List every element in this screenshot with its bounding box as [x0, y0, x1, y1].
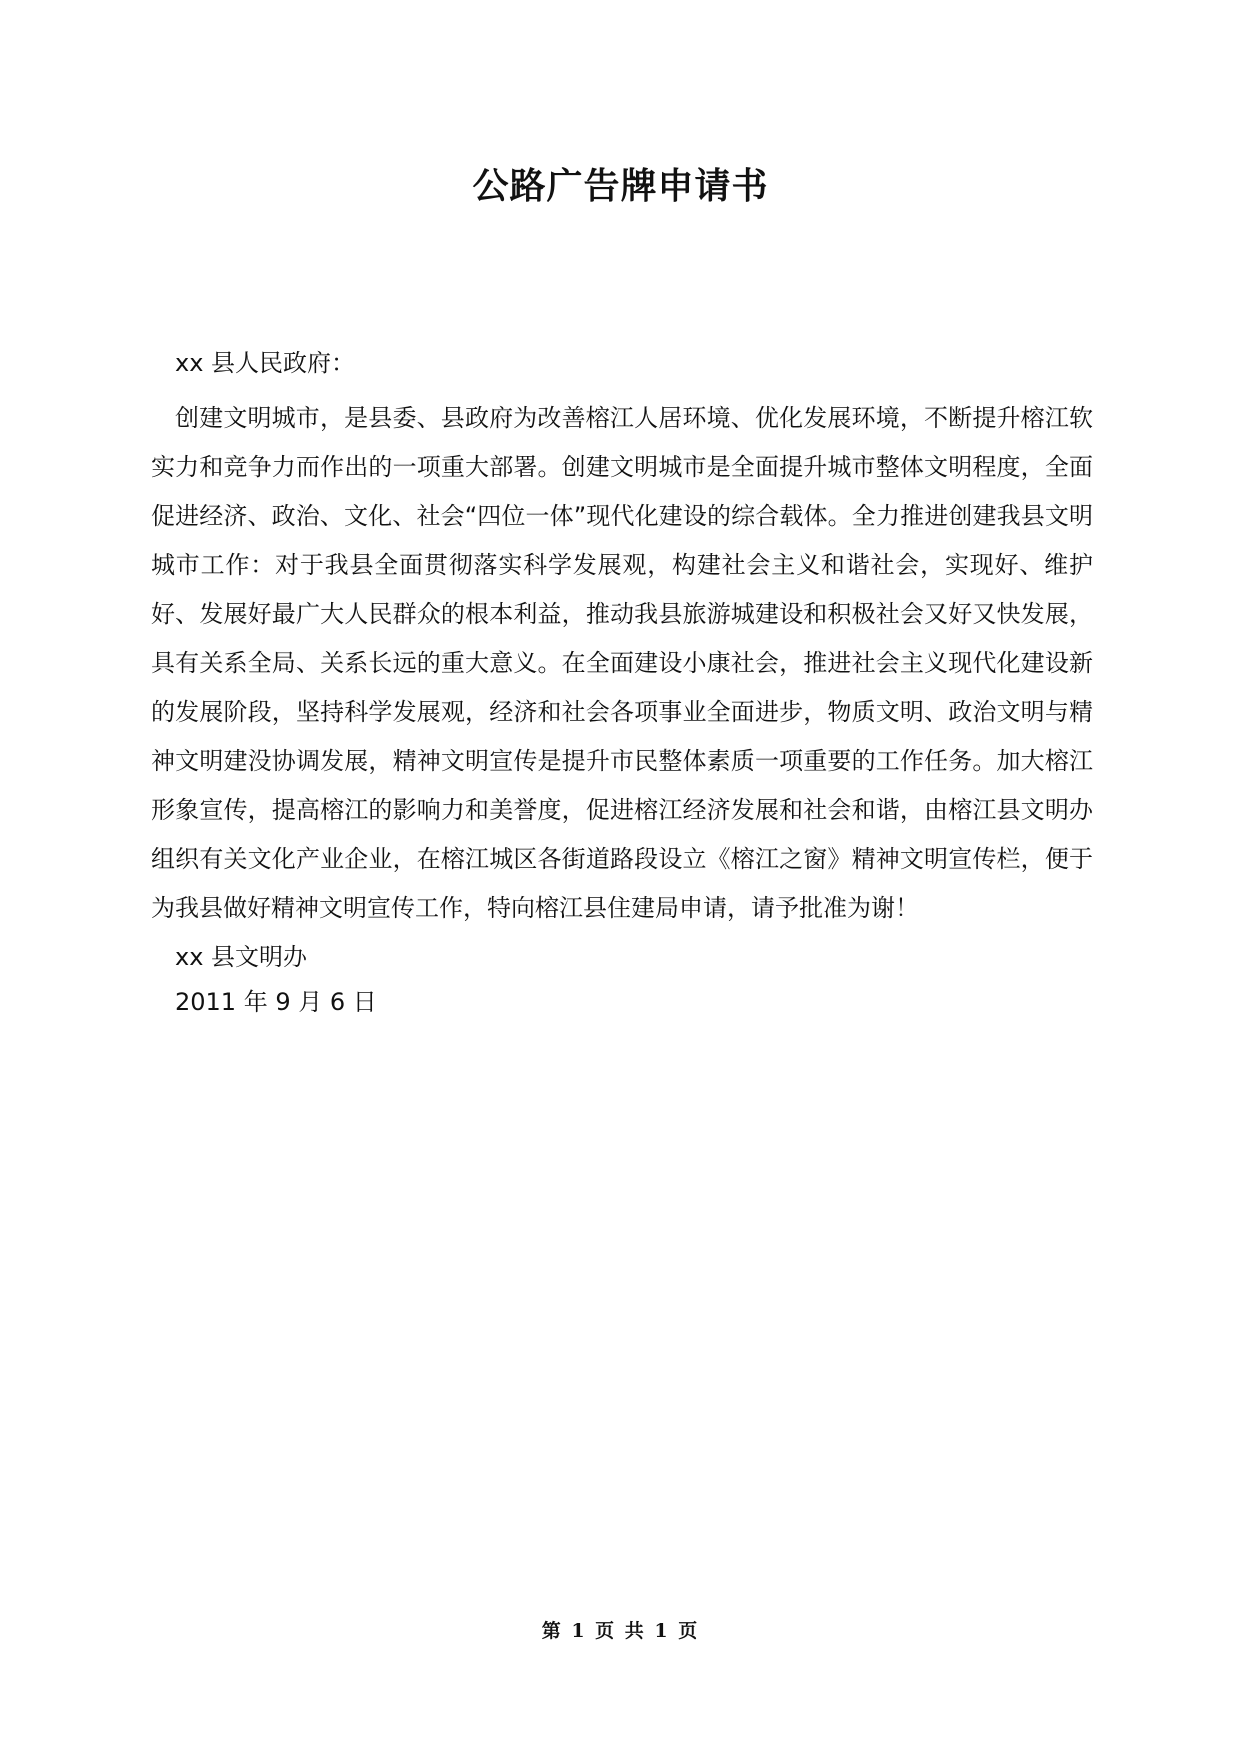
- document-date: 2011 年 9 月 6 日: [175, 988, 377, 1016]
- salutation: xx 县人民政府：: [175, 349, 356, 377]
- page-footer: 第 1 页 共 1 页: [541, 1620, 700, 1642]
- signature: xx 县文明办: [175, 943, 308, 971]
- document-body: [151, 348, 1093, 1022]
- document-title: 公路广告牌申请书: [472, 166, 769, 207]
- main-paragraph: 创建文明城市，是县委、县政府为改善榕江人居环境、优化发展环境，不断提升榕江软实力和竞争力而作出的一项重大部署。创建文明城市是全面提升城市整体文明程度，全面促进经济、政治、文化、社会“四位一体”现代化建设的综合载体。全力推进创建我县文明城市工作：对于我县全面贯彻落实科学发展观，构建社会主义和谐社会，实现好、维护好、发展好最广大人民群众的根本利益，推动我县旅游城建设和积极社会又好又快发展，具有关系全局、关系长远的重大意义。在全面建设小康社会，推进社会主义现代化建设新的发展阶段，坚持科学发展观，经济和社会各项事业全面进步，物质文明、政治文明与精神文明建没协调发展，精神文明宣传是提升市民整体素质一项重要的工作任务。加大榕江形象宣传，提高榕江的影响力和美誉度，促进榕江经济发展和社会和谐，由榕江县文明办组织有关文化产业企业，在榕江城区各街道路段设立《榕江之窗》精神文明宣传栏，便于为我县做好精神文明宣传工作，特向榕江县住建局申请，请予批准为谢！: [151, 404, 1093, 922]
